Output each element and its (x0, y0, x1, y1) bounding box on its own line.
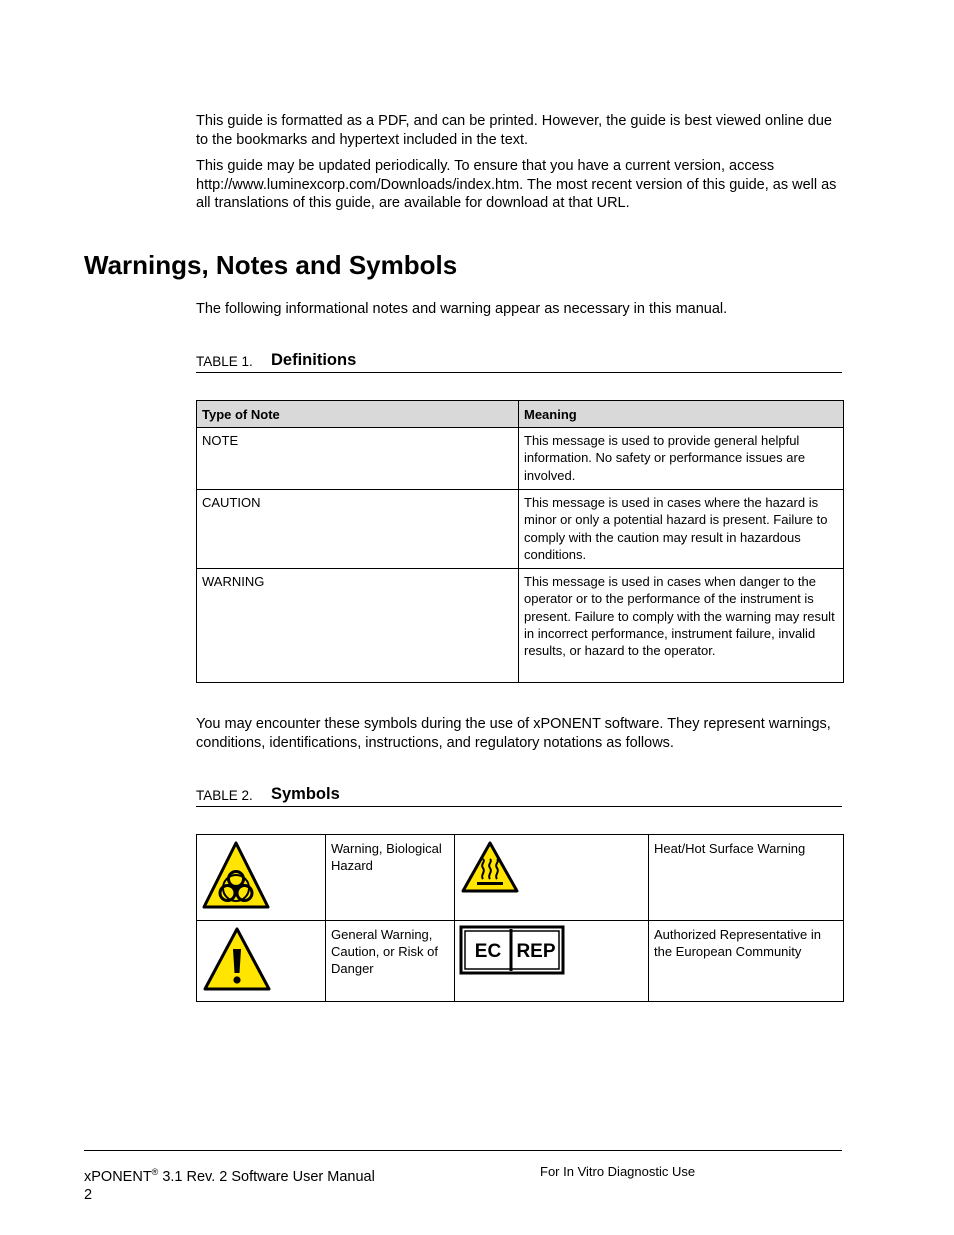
symbol-label: General Warning, Caution, or Risk of Danger (326, 921, 455, 1002)
section-lead: The following informational notes and warning appear as necessary in this manual. (196, 301, 728, 317)
symbol-label: Authorized Representative in the European Community (649, 921, 844, 1002)
note-type-cell: WARNING (197, 569, 519, 683)
symbol-icon-cell (455, 835, 649, 921)
symbol-icon-cell (197, 835, 326, 921)
footer-ivd-note: For In Vitro Diagnostic Use (540, 1164, 696, 1179)
note-type-cell: NOTE (197, 428, 519, 490)
symbol-label: Heat/Hot Surface Warning (649, 835, 844, 921)
definitions-table (196, 400, 844, 683)
column-header: Type of Note (197, 401, 519, 428)
section-title: Warnings, Notes and Symbols (84, 250, 458, 280)
symbols-table (196, 834, 844, 1002)
biohazard-warning-icon (201, 839, 271, 911)
symbol-icon-cell (455, 921, 649, 1002)
table2-number: TABLE 2. (196, 788, 253, 803)
ec-text: EC (474, 941, 502, 962)
intro-paragraph-2: This guide may be updated periodically. To ensure that you have a current version, access http://www.luminexcorp.com/Downloads/index.htm. The most recent version of this guide, as well as all translations of this guide, are available for download at that URL. (196, 158, 837, 211)
general-warning-icon (201, 925, 273, 993)
table-row (197, 921, 844, 1002)
table-header-row (197, 401, 844, 428)
table1-caption (196, 350, 842, 373)
table2-title: Symbols (271, 785, 340, 803)
footer-manual-title (84, 1163, 375, 1204)
rep-text: REP (516, 941, 556, 962)
table-row (197, 490, 844, 569)
column-header: Meaning (519, 401, 844, 428)
registered-mark: ® (151, 1167, 159, 1177)
footer-manual: 3.1 Rev. 2 Software User Manual (158, 1168, 375, 1185)
footer-divider (84, 1150, 842, 1151)
meaning-cell: This message is used in cases when danger to the operator or to the performance of the instrument is present. Failure to comply with the warning may result in incorrect performance, instrument failure, invalid results, or hazard to the operator. (519, 569, 844, 683)
symbol-label: Warning, Biological Hazard (326, 835, 455, 921)
footer-product: xPONENT (84, 1168, 152, 1185)
table2-caption (196, 784, 842, 807)
symbols-intro: You may encounter these symbols during the use of xPONENT software. They represent warnings, conditions, identifications, instructions, and regulatory notations as follows. (196, 716, 831, 751)
table-row (197, 835, 844, 921)
meaning-cell: This message is used in cases where the hazard is minor or only a potential hazard is present. Failure to comply with the caution may result in hazardous conditions. (519, 490, 844, 569)
table1-title: Definitions (271, 351, 357, 369)
ec-rep-icon (459, 925, 565, 977)
table-row (197, 569, 844, 683)
table1-number: TABLE 1. (196, 354, 253, 369)
intro-paragraph-1: This guide is formatted as a PDF, and can be printed. However, the guide is best viewed online due to the bookmarks and hypertext included in the text. (196, 113, 832, 148)
page-number: 2 (84, 1186, 93, 1203)
table-row (197, 428, 844, 490)
hot-surface-warning-icon (459, 839, 521, 895)
symbol-icon-cell (197, 921, 326, 1002)
meaning-cell: This message is used to provide general helpful information. No safety or performance issues are involved. (519, 428, 844, 490)
note-type-cell: CAUTION (197, 490, 519, 569)
